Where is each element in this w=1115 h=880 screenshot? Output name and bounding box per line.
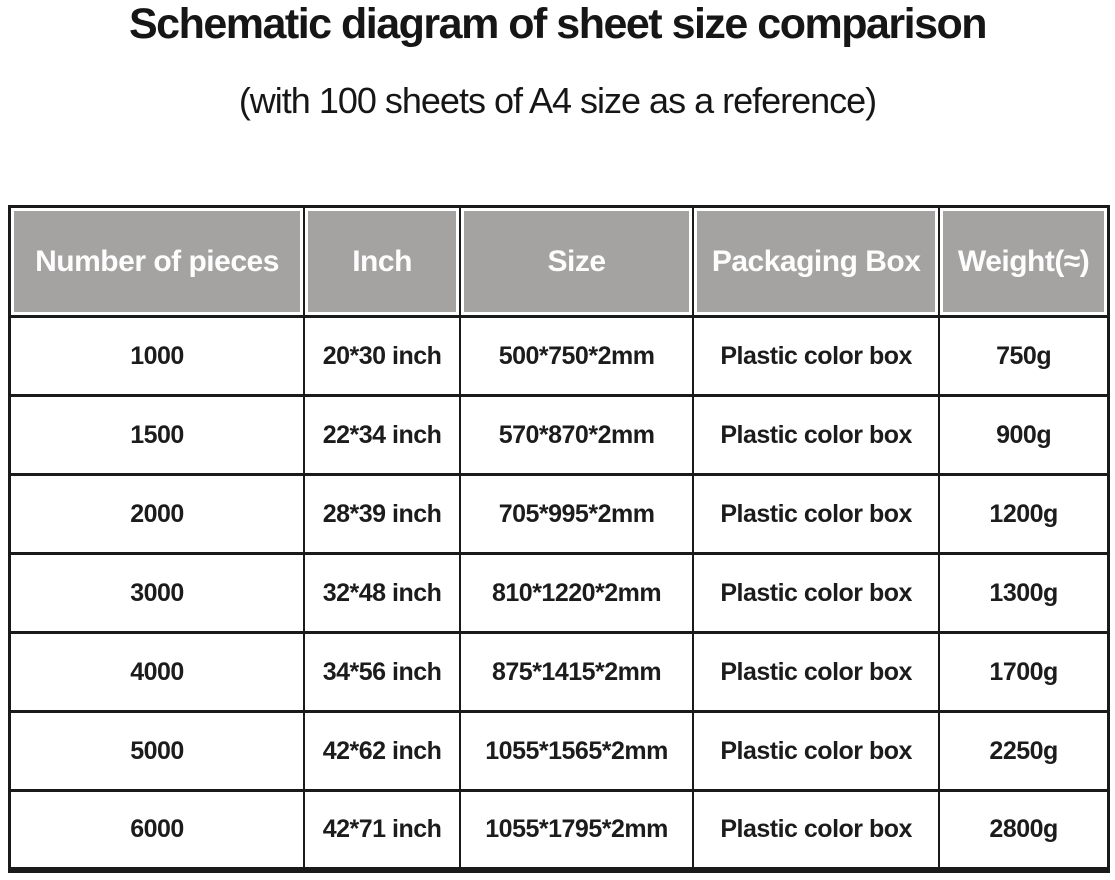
table-cell: Plastic color box [693,396,939,475]
table-cell: 570*870*2mm [460,396,693,475]
table-cell: 875*1415*2mm [460,633,693,712]
column-header-label: Number of pieces [14,211,300,312]
table-row [10,396,1109,475]
table-cell: 42*71 inch [304,791,460,870]
column-header-label: Inch [308,211,456,312]
column-header-label: Packaging Box [697,211,935,312]
table-cell: 1500 [10,396,305,475]
table-cell: 500*750*2mm [460,317,693,396]
table-row [10,712,1109,791]
table-cell: Plastic color box [693,554,939,633]
column-header-label: Weight(≈) [943,211,1104,312]
table-cell: 2000 [10,475,305,554]
table-cell: 5000 [10,712,305,791]
table-cell: 34*56 inch [304,633,460,712]
column-header [939,207,1108,317]
table-cell: 705*995*2mm [460,475,693,554]
table-cell: 28*39 inch [304,475,460,554]
table-cell: 900g [939,396,1108,475]
table-cell: Plastic color box [693,791,939,870]
table-cell: 20*30 inch [304,317,460,396]
table-cell: 810*1220*2mm [460,554,693,633]
sheet-size-comparison-table [8,205,1110,873]
table-row [10,791,1109,870]
table-row [10,317,1109,396]
table-cell: Plastic color box [693,712,939,791]
table-cell: 32*48 inch [304,554,460,633]
table-cell: 1055*1795*2mm [460,791,693,870]
table-cell: 1000 [10,317,305,396]
column-header [10,207,305,317]
table-cell: 4000 [10,633,305,712]
table-cell: 6000 [10,791,305,870]
page-subtitle: (with 100 sheets of A4 size as a reference) [238,80,877,121]
table-cell: 2250g [939,712,1108,791]
table-cell: 22*34 inch [304,396,460,475]
table-cell: 1055*1565*2mm [460,712,693,791]
table-row [10,554,1109,633]
table-header-row [10,207,1109,317]
table-header [10,207,1109,317]
table-cell: 1200g [939,475,1108,554]
column-header [304,207,460,317]
table-row [10,633,1109,712]
column-header-label: Size [464,211,689,312]
table-cell: Plastic color box [693,633,939,712]
table-cell: 1700g [939,633,1108,712]
table-cell: 3000 [10,554,305,633]
table-cell: Plastic color box [693,475,939,554]
page-title: Schematic diagram of sheet size comparison [128,0,987,48]
table-cell: 42*62 inch [304,712,460,791]
column-header [460,207,693,317]
column-header [693,207,939,317]
table-body [10,317,1109,870]
table-cell: 2800g [939,791,1108,870]
table-cell: Plastic color box [693,317,939,396]
table-cell: 1300g [939,554,1108,633]
table-row [10,475,1109,554]
table-cell: 750g [939,317,1108,396]
